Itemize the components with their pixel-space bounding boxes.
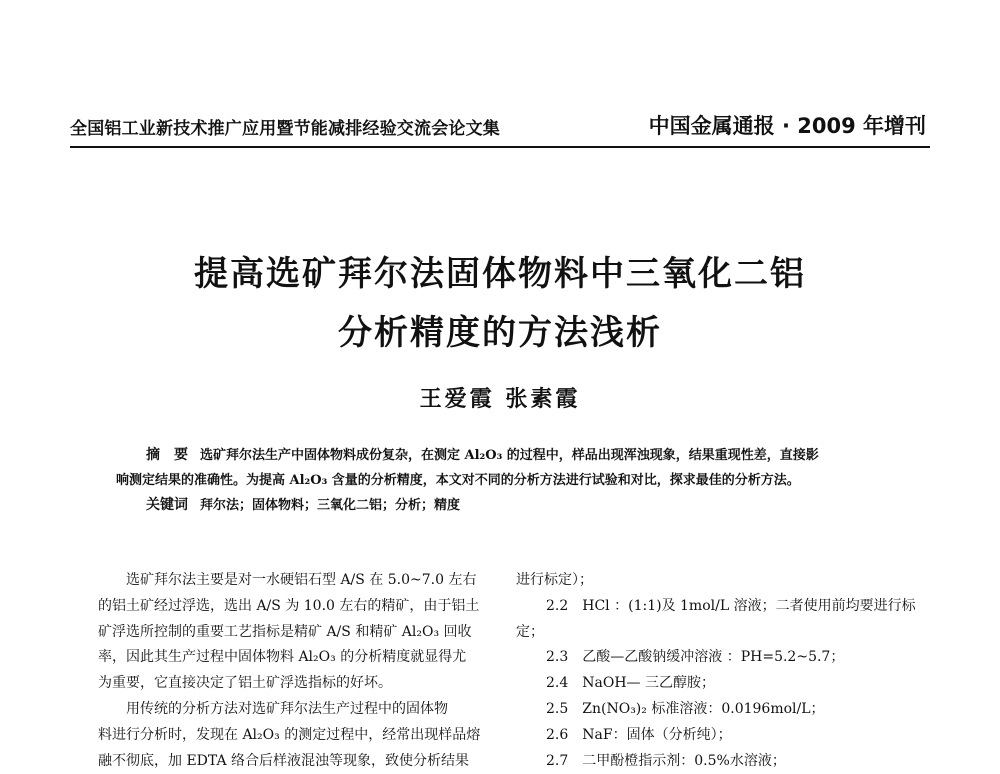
authors: 王爱霞 张素霞 — [419, 386, 581, 412]
abstract-line-2: 响测定结果的准确性。为提高 Al₂O₃ 含量的分析精度，本文对不同的分析方法进行试验和对比，探求最佳的分析方法。 — [116, 473, 800, 488]
body-right-line: 定； — [516, 623, 544, 640]
abstract-label: 摘 要 — [146, 447, 188, 463]
body-right-line: 进行标定）； — [516, 572, 593, 588]
body-left-line: 融不彻底，加 EDTA 络合后样液混浊等现象，致使分析结果 — [98, 752, 470, 769]
paper-title-line-1: 提高选矿拜尔法固体物料中三氧化二铝 — [194, 254, 806, 294]
journal-series-title: 全国铝工业新技术推广应用暨节能减排经验交流会论文集 — [70, 119, 500, 139]
body-left-line: 率，因此其生产过程中固体物料 Al₂O₃ 的分析精度就显得尤 — [98, 649, 467, 666]
body-right-column — [516, 568, 916, 774]
body-right-line: 2.6 NaF：固体（分析纯）； — [546, 726, 732, 743]
abstract-text-1: 选矿拜尔法生产中固体物料成份复杂，在测定 Al₂O₃ 的过程中，样品出现浑浊现象，结果重现性差，直接影 — [200, 448, 819, 463]
keywords-line — [116, 493, 886, 518]
body-right-line: 2.4 NaOH— 三乙醇胺； — [546, 675, 715, 692]
running-header — [70, 112, 930, 148]
keywords-label: 关键词 — [146, 497, 188, 513]
body-left-line: 用传统的分析方法对选矿拜尔法生产过程中的固体物 — [126, 700, 448, 717]
body-right-line: 2.3 乙酸—乙酸钠缓冲溶液 ：PH=5.2~5.7； — [546, 649, 845, 666]
body-left-line: 的铝土矿经过浮选，选出 A/S 为 10.0 左右的精矿，由于铝土 — [98, 597, 480, 614]
journal-issue: 中国金属通报 · 2009 年增刊 — [648, 114, 926, 138]
body-left-line: 料进行分析时，发现在 Al₂O₃ 的测定过程中，经常出现样品熔 — [98, 726, 481, 743]
body-right-line: 2.2 HCl ：(1:1)及 1mol/L 溶液；二者使用前均要进行标 — [546, 597, 916, 614]
abstract-line-1 — [116, 443, 886, 468]
body-right-line: 2.5 Zn(NO₃)₂ 标准溶液：0.0196mol/L； — [546, 700, 825, 717]
abstract-block — [116, 443, 886, 518]
body-left-line: 矿浮选所控制的重要工艺指标是精矿 A/S 和精矿 Al₂O₃ 回收 — [98, 623, 472, 640]
paper-title-line-2: 分析精度的方法浅析 — [338, 313, 662, 353]
body-right-line: 2.7 二甲酚橙指示剂：0.5%水溶液； — [546, 752, 786, 769]
body-left-line: 为重要，它直接决定了铝土矿浮选指标的好坏。 — [98, 675, 392, 692]
body-left-column — [98, 568, 484, 774]
body-left-line: 选矿拜尔法主要是对一水硬铝石型 A/S 在 5.0~7.0 左右 — [126, 572, 477, 588]
keywords-text: 拜尔法；固体物料；三氧化二铝；分析；精度 — [200, 498, 461, 513]
